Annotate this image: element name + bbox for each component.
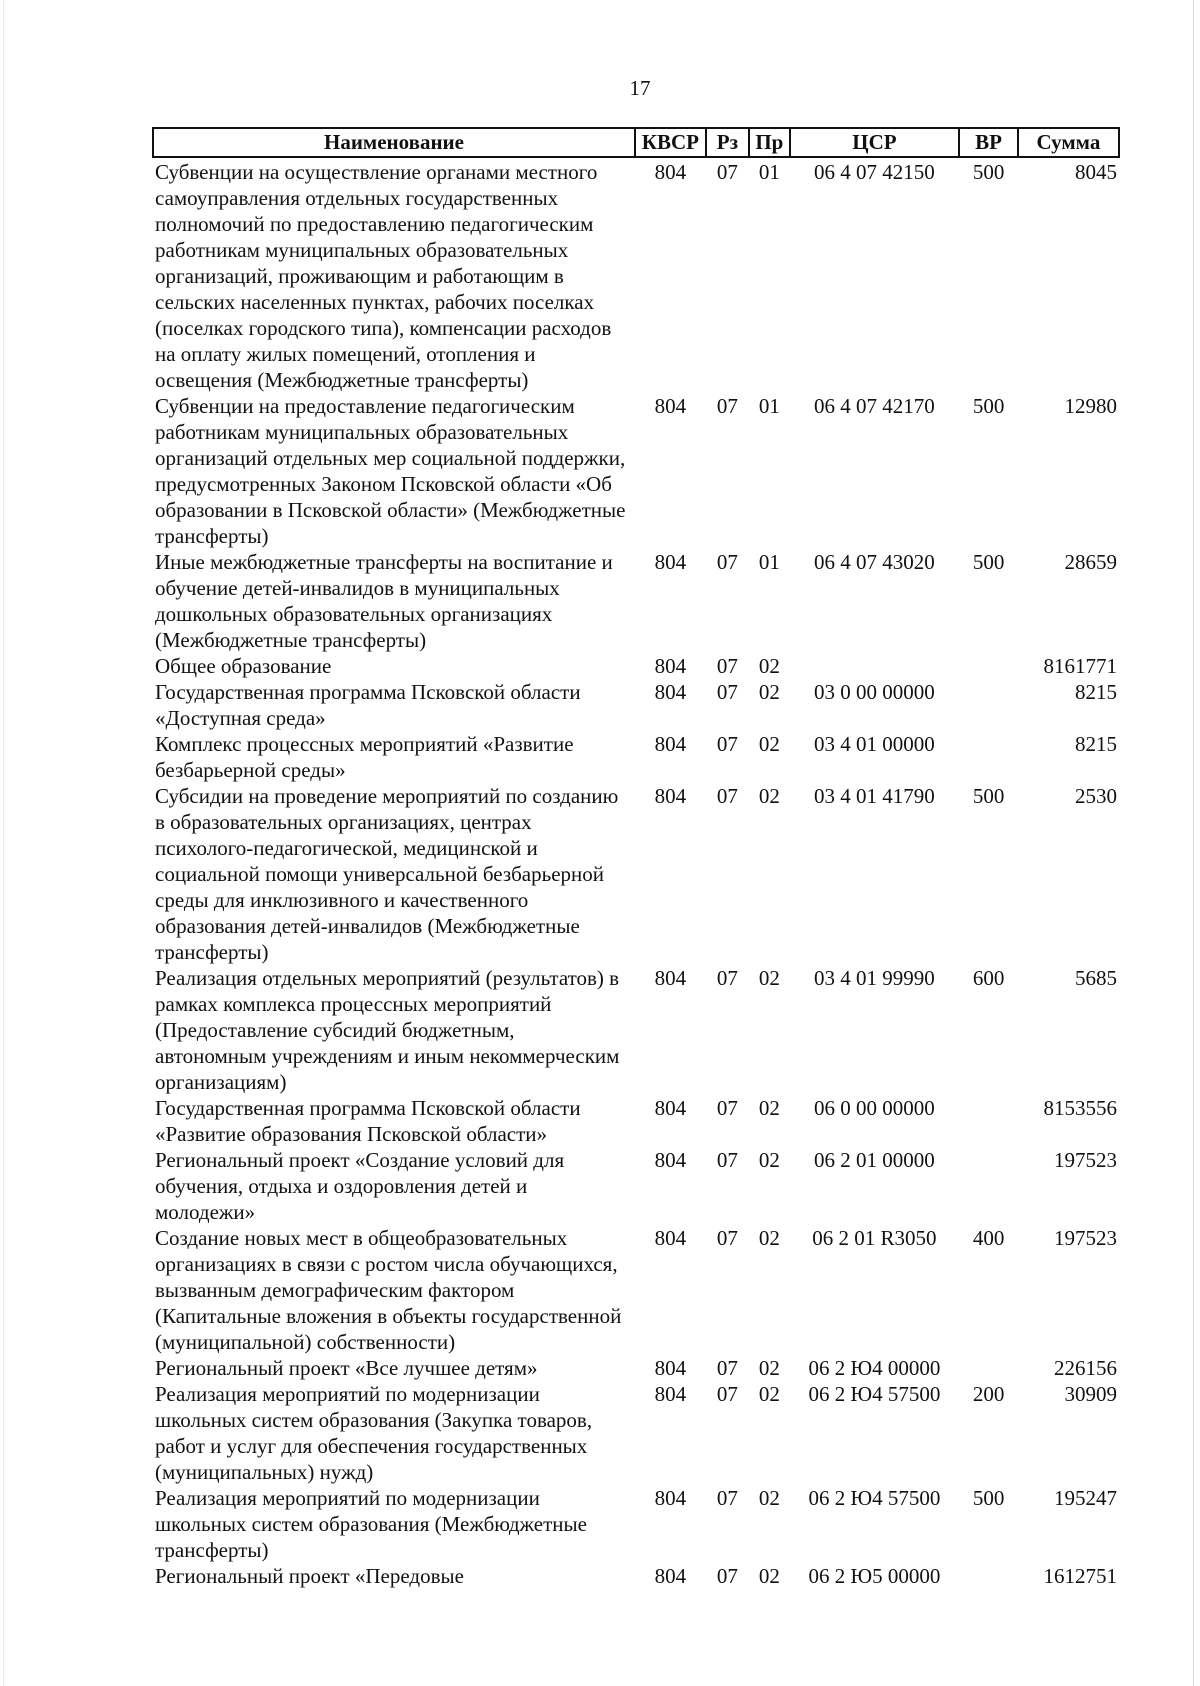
row-csr: 06 2 01 00000 (814, 1148, 935, 1172)
row-pr: 02 (758, 966, 780, 990)
row-vr: 500 (972, 394, 1005, 418)
row-name: Региональный проект «Создание условий для обучения, отдыха и оздоровления детей и молодежи» (155, 1148, 565, 1224)
row-kvsr: 804 (654, 966, 687, 990)
row-name: Субсидии на проведение мероприятий по созданию в образовательных организациях, центрах психолого-педагогической, медицинской и социальной помощи универсальной безбарьерной среды для инклюзивного и качественного образования детей-инвалидов (Межбюджетные трансферты) (155, 784, 619, 964)
row-csr: 06 4 07 43020 (814, 550, 935, 574)
row-pr: 01 (758, 550, 780, 574)
row-vr: 600 (972, 966, 1005, 990)
row-vr (959, 1095, 1018, 1147)
row-name: Субвенции на предоставление педагогическим работникам муниципальных образовательных организаций отдельных мер социальной поддержки, предусмотренных Законом Псковской области «Об образовании в Псковской области» (Межбюджетные трансферты) (155, 394, 626, 548)
row-vr (959, 653, 1018, 679)
row-kvsr: 804 (654, 550, 687, 574)
scan-right-edge (1193, 0, 1194, 1686)
row-kvsr: 804 (654, 1226, 687, 1250)
row-csr: 06 2 Ю4 00000 (808, 1356, 941, 1380)
row-pr: 02 (758, 784, 780, 808)
row-rz: 07 (716, 680, 738, 704)
row-pr: 02 (758, 1382, 780, 1406)
row-rz: 07 (716, 654, 738, 678)
row-name: Субвенции на осуществление органами местного самоуправления отдельных государственных полномочий по предоставлению педагогическим работникам муниципальных образовательных организаций, проживающим и работающим в сельских населенных пунктах, рабочих поселках (поселках городского типа), компенсации расходов на оплату жилых помещений, отопления и освещения (Межбюджетные трансферты) (155, 160, 612, 392)
row-name: Региональный проект «Все лучшее детям» (155, 1356, 538, 1380)
table-row (153, 1563, 1119, 1589)
row-pr: 02 (758, 732, 780, 756)
row-kvsr: 804 (654, 680, 687, 704)
row-sum: 5685 (1075, 966, 1117, 990)
row-sum: 8161771 (1043, 654, 1117, 678)
row-sum: 197523 (1054, 1226, 1117, 1250)
row-sum: 2530 (1075, 784, 1117, 808)
row-vr (959, 1355, 1018, 1381)
header-sum: Сумма (1018, 128, 1119, 157)
table-row (153, 653, 1119, 679)
row-rz: 07 (716, 784, 738, 808)
row-csr: 06 2 01 R3050 (812, 1226, 937, 1250)
row-rz: 07 (716, 966, 738, 990)
row-name: Государственная программа Псковской области «Развитие образования Псковской области» (155, 1096, 581, 1146)
row-kvsr: 804 (654, 1382, 687, 1406)
row-csr: 06 0 00 00000 (814, 1096, 935, 1120)
row-csr: 06 2 Ю4 57500 (808, 1486, 941, 1510)
page-number: 17 (629, 76, 651, 100)
row-sum: 195247 (1054, 1486, 1117, 1510)
table-row (153, 1225, 1119, 1355)
table-row (153, 393, 1119, 549)
row-vr: 200 (972, 1382, 1005, 1406)
row-pr: 02 (758, 1356, 780, 1380)
row-kvsr: 804 (654, 654, 687, 678)
row-csr: 06 4 07 42170 (814, 394, 935, 418)
row-name: Государственная программа Псковской области «Доступная среда» (155, 680, 581, 730)
row-rz: 07 (716, 550, 738, 574)
row-rz: 07 (716, 394, 738, 418)
row-name: Реализация мероприятий по модернизации школьных систем образования (Межбюджетные трансферты) (155, 1486, 587, 1562)
row-pr: 01 (758, 394, 780, 418)
table-row (153, 965, 1119, 1095)
row-rz: 07 (716, 1486, 738, 1510)
row-vr: 500 (972, 160, 1005, 184)
row-vr: 500 (972, 1486, 1005, 1510)
header-vr: ВР (959, 128, 1018, 157)
table-row (153, 1095, 1119, 1147)
row-pr: 02 (758, 654, 780, 678)
row-csr: 03 4 01 00000 (814, 732, 935, 756)
row-vr (959, 679, 1018, 731)
row-kvsr: 804 (654, 1486, 687, 1510)
table-row (153, 679, 1119, 731)
row-sum: 8153556 (1043, 1096, 1117, 1120)
row-csr: 06 2 Ю5 00000 (808, 1564, 941, 1588)
row-sum: 12980 (1064, 394, 1117, 418)
row-name: Создание новых мест в общеобразовательных организациях в связи с ростом числа обучающихся, вызванным демографическим фактором (Капитальные вложения в объекты государственной (муниципальной) собственности) (155, 1226, 622, 1354)
table-row (153, 1147, 1119, 1225)
table-row (153, 157, 1119, 393)
header-row (153, 128, 1119, 157)
row-vr (959, 731, 1018, 783)
row-pr: 02 (758, 1096, 780, 1120)
row-sum: 226156 (1054, 1356, 1117, 1380)
row-sum: 197523 (1054, 1148, 1117, 1172)
row-csr: 06 4 07 42150 (814, 160, 935, 184)
row-rz: 07 (716, 1096, 738, 1120)
row-pr: 02 (758, 1226, 780, 1250)
row-name: Реализация отдельных мероприятий (результатов) в рамках комплекса процессных мероприятий (Предоставление субсидий бюджетным, автономным учреждениям и иным некоммерческим организациям) (155, 966, 620, 1094)
row-rz: 07 (716, 1148, 738, 1172)
header-name: Наименование (153, 128, 635, 157)
header-rz: Рз (706, 128, 749, 157)
row-kvsr: 804 (654, 1096, 687, 1120)
row-rz: 07 (716, 1564, 738, 1588)
row-name: Общее образование (155, 654, 332, 678)
row-sum: 8045 (1075, 160, 1117, 184)
row-kvsr: 804 (654, 1356, 687, 1380)
row-sum: 8215 (1075, 732, 1117, 756)
row-name: Реализация мероприятий по модернизации школьных систем образования (Закупка товаров, работ и услуг для обеспечения государственных (муниципальных) нужд) (155, 1382, 593, 1484)
table-body (153, 157, 1119, 1589)
row-name: Иные межбюджетные трансферты на воспитание и обучение детей-инвалидов в муниципальных дошкольных образовательных организациях (Межбюджетные трансферты) (155, 550, 613, 652)
header-kvsr: КВСР (635, 128, 706, 157)
table-row (153, 731, 1119, 783)
row-kvsr: 804 (654, 1564, 687, 1588)
row-csr: 06 2 Ю4 57500 (808, 1382, 941, 1406)
row-vr (959, 1563, 1018, 1589)
row-pr: 01 (758, 160, 780, 184)
row-name: Комплекс процессных мероприятий «Развитие безбарьерной среды» (155, 732, 574, 782)
row-sum: 28659 (1064, 550, 1117, 574)
row-kvsr: 804 (654, 732, 687, 756)
row-csr: 03 4 01 99990 (814, 966, 935, 990)
row-vr: 400 (972, 1226, 1005, 1250)
row-vr: 500 (972, 784, 1005, 808)
table-row (153, 549, 1119, 653)
table-row (153, 1381, 1119, 1485)
row-vr: 500 (972, 550, 1005, 574)
row-pr: 02 (758, 1564, 780, 1588)
row-kvsr: 804 (654, 394, 687, 418)
table-row (153, 1485, 1119, 1563)
budget-table (152, 127, 1120, 1589)
row-vr (959, 1147, 1018, 1225)
row-sum: 30909 (1064, 1382, 1117, 1406)
row-kvsr: 804 (654, 784, 687, 808)
header-csr: ЦСР (790, 128, 960, 157)
row-csr: 03 0 00 00000 (814, 680, 935, 704)
row-rz: 07 (716, 1356, 738, 1380)
row-pr: 02 (758, 1486, 780, 1510)
row-rz: 07 (716, 160, 738, 184)
row-sum: 8215 (1075, 680, 1117, 704)
row-rz: 07 (716, 1226, 738, 1250)
row-csr (790, 653, 960, 679)
header-pr: Пр (749, 128, 789, 157)
row-name: Региональный проект «Передовые (155, 1564, 464, 1588)
table-header (153, 128, 1119, 157)
row-rz: 07 (716, 1382, 738, 1406)
row-sum: 1612751 (1043, 1564, 1117, 1588)
row-kvsr: 804 (654, 1148, 687, 1172)
table-row (153, 1355, 1119, 1381)
row-pr: 02 (758, 1148, 780, 1172)
row-csr: 03 4 01 41790 (814, 784, 935, 808)
row-pr: 02 (758, 680, 780, 704)
scan-left-edge (3, 0, 4, 1686)
row-kvsr: 804 (654, 160, 687, 184)
table-row (153, 783, 1119, 965)
row-rz: 07 (716, 732, 738, 756)
